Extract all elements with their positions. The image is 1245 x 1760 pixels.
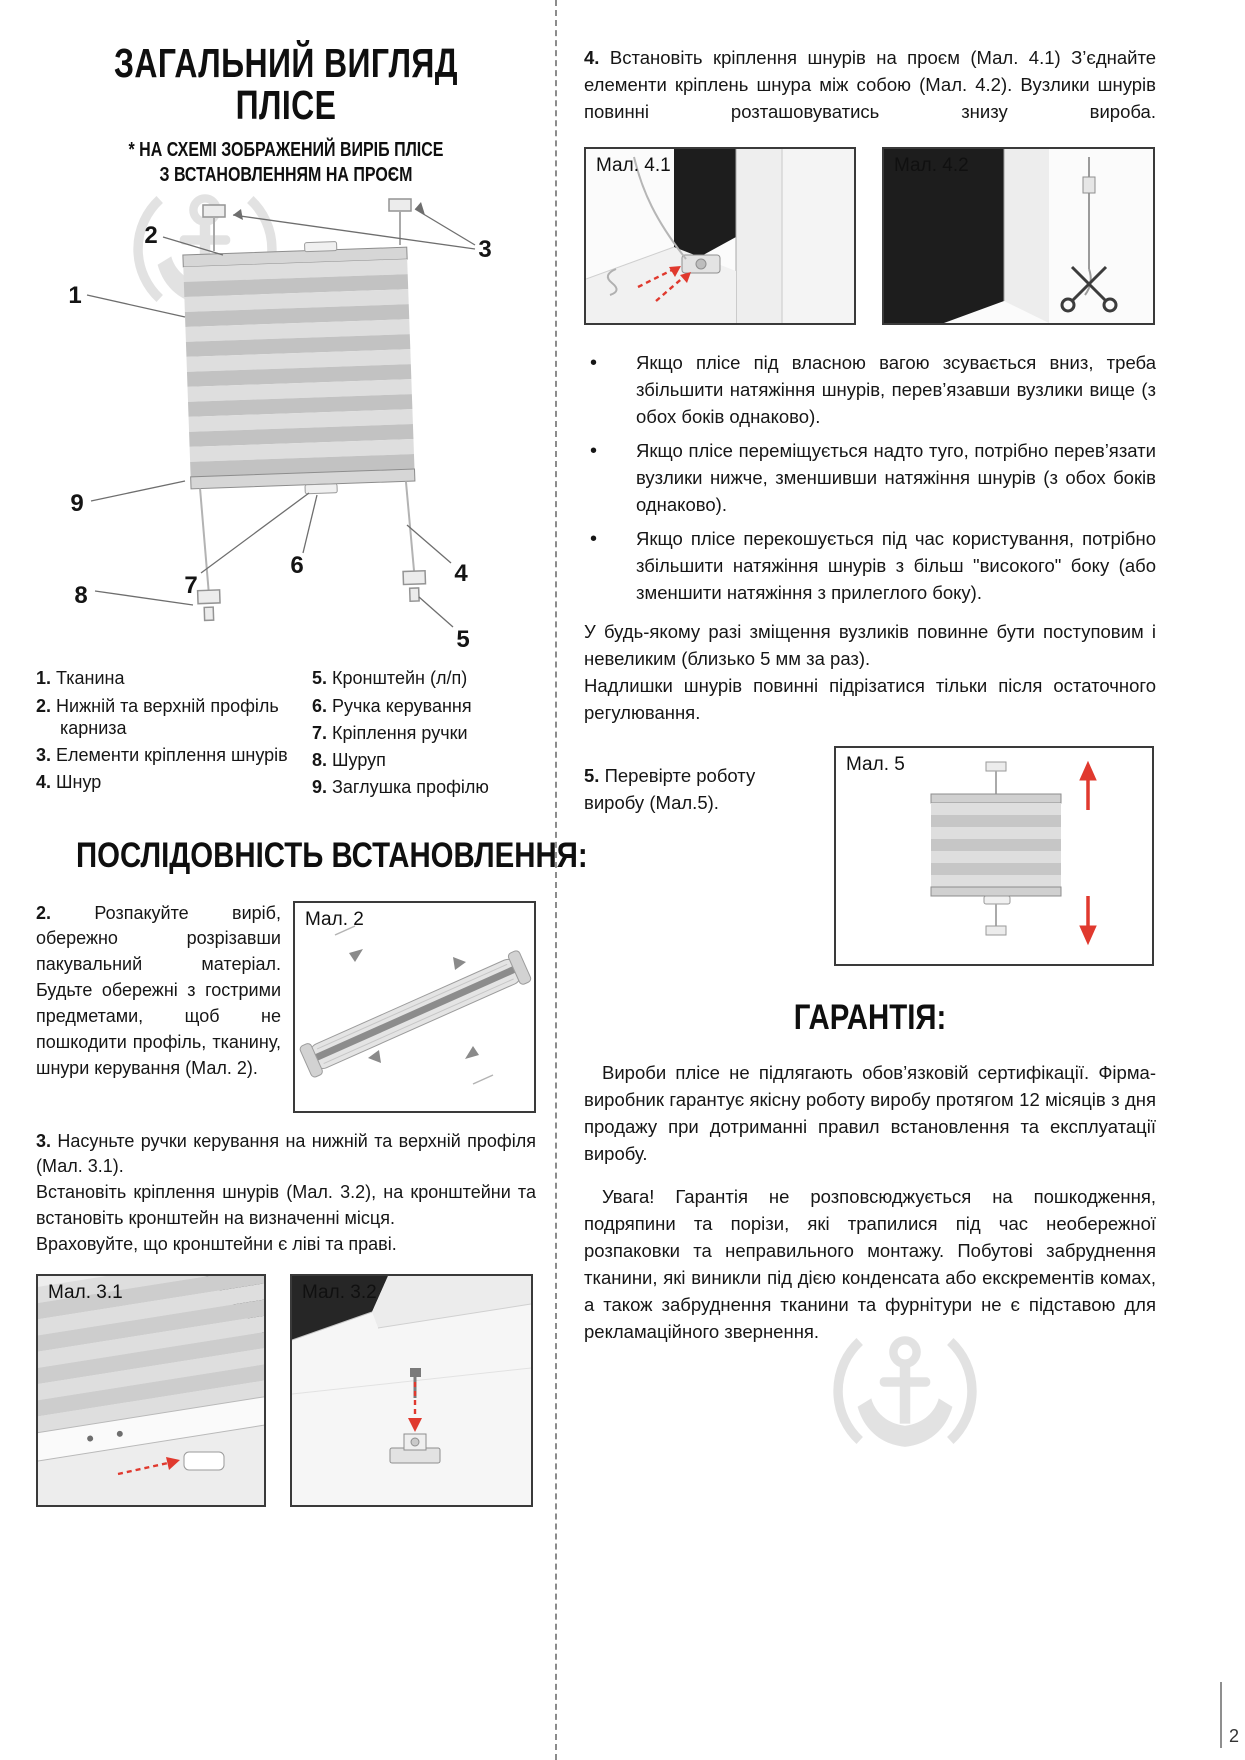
figure-4-1 (584, 147, 856, 325)
bullet-item (584, 437, 1156, 518)
figure-3-2 (290, 1274, 533, 1507)
figure-4-2-label: Мал. 4.2 (894, 155, 969, 176)
warranty-paragraph-1: Вироби плісе не підлягають обов’язковій сертифікації. Фірма-виробник гарантує якісну роботу виробу протягом 12 місяців з дня продажу при дотриманні правил встановлення та експлуатації виробу. (584, 1061, 1156, 1164)
step-2-text: 2. Розпакуйте виріб, обережно розрізавши пакувальний матеріал. Будьте обережні з гострими предметами, щоб не пошкодити профіль, тканину, шнури керування (Мал. 2). (36, 902, 281, 1078)
packed-blind-illustration (295, 903, 534, 1111)
title-note-line-1: * НА СХЕМІ ЗОБРАЖЕНИЙ ВИРІБ ПЛІСЕ (128, 139, 444, 162)
install-sequence-heading: ПОСЛІДОВНІСТЬ ВСТАНОВЛЕННЯ: (76, 835, 588, 875)
bullet-text: Якщо плісе перекошується під час користування, потрібно збільшити натяжіння шнурів з більш "високого" боку (або зменшити натяжіння з прилеглого боку). (636, 528, 1156, 603)
figure-4-2 (882, 147, 1155, 325)
bullet-text: Якщо плісе під власною вагою зсувається вниз, треба збільшити натяжіння шнурів, перев’язавши вузлики вище (з обох боків однаково). (636, 352, 1156, 427)
red-arrow-down-icon (1080, 896, 1096, 944)
page-footer (1220, 1682, 1239, 1748)
callout-1: 1 (68, 282, 82, 310)
bullet-text: Якщо плісе переміщується надто туго, потрібно перев’язати вузлики нижче, зменшивши натяжіння шнурів (з обох боків однаково). (636, 440, 1156, 515)
bullet-item (584, 349, 1156, 430)
callout-5: 5 (456, 626, 470, 654)
callout-9: 9 (70, 490, 84, 518)
note-line-2: Надлишки шнурів повинні підрізатися тільки після остаточного регулювання. (584, 675, 1156, 723)
legend-item: 6. Ручка керування (312, 695, 472, 716)
adjustment-notes (584, 349, 1156, 606)
handle-mount-illustration (38, 1276, 264, 1505)
column-divider (555, 0, 557, 1760)
legend-item: 3. Елементи кріплення шнурів (36, 745, 288, 766)
step-3-line-3: Враховуйте, що кронштейни є ліві та праві. (36, 1234, 397, 1255)
step-4-text: 4. Встановіть кріплення шнурів на проєм (Мал. 4.1) З’єднайте елементи кріплень шнура між собою (Мал. 4.2). Вузлики шнурів повинні розташовуватись знизу вироба. (584, 47, 1157, 122)
legend-item: 8. Шуруп (312, 750, 386, 771)
bullet-marker: • (590, 528, 598, 550)
cord-bracket-icon (682, 255, 720, 273)
figure-4-1-label: Мал. 4.1 (596, 155, 671, 176)
page-number: 2 (1228, 1726, 1239, 1746)
legend-item: 2. Нижній та верхній профіль карниза (36, 695, 279, 738)
callout-8: 8 (74, 582, 88, 610)
legend-item: 9. Заглушка профілю (312, 777, 489, 798)
operation-check-illustration (836, 748, 1152, 964)
step-2-section (36, 901, 536, 1113)
figure-3-1 (36, 1274, 266, 1507)
pleated-blind-illustration (51, 191, 521, 663)
step-3-figures (36, 1274, 536, 1507)
callout-2: 2 (144, 222, 158, 250)
title-line-1: ЗАГАЛЬНИЙ ВИГЛЯД (114, 40, 458, 86)
figure-5-label: Мал. 5 (846, 754, 905, 775)
figure-2 (293, 901, 536, 1113)
bracket-screw-illustration (292, 1276, 531, 1505)
warranty-paragraph-2: Увага! Гарантія не розповсюджується на пошкодження, подряпини та порізи, які трапилися під час необережної розпаковки та неправильного монтажу. Побутові забруднення тканини, які виникли під дією конденсата або екскрементів комах, а також забруднення тканини та фурнітури не є підставою для рекламаційного звернення. (584, 1185, 1156, 1342)
overview-diagram (36, 191, 536, 663)
cord-knot-icon (1083, 177, 1095, 193)
bullet-marker: • (590, 352, 598, 374)
step-5-section (584, 746, 1156, 966)
step-4-figures (584, 147, 1156, 325)
figure-3-1-label: Мал. 3.1 (48, 1282, 123, 1304)
title-note-line-2: З ВСТАНОВЛЕННЯМ НА ПРОЄМ (159, 163, 413, 186)
legend-item: 7. Кріплення ручки (312, 722, 468, 743)
step-3-text (36, 1129, 536, 1259)
legend-column-2 (312, 667, 536, 804)
page-title (91, 40, 481, 129)
legend-item: 5. Кронштейн (л/п) (312, 668, 468, 689)
callout-3: 3 (478, 236, 492, 264)
warranty-heading: ГАРАНТІЯ: (793, 998, 947, 1037)
callout-6: 6 (290, 552, 304, 580)
callout-7: 7 (184, 572, 198, 600)
figure-3-2-label: Мал. 3.2 (302, 1282, 377, 1304)
control-handle-icon (184, 1452, 224, 1470)
step-3-line-2: Встановіть кріплення шнурів (Мал. 3.2), на кронштейни та встановіть кронштейн на визначенні місця. (36, 1182, 536, 1229)
figure-5 (834, 746, 1154, 966)
note-line-1: У будь-якому разі зміщення вузликів повинне бути поступовим і невеликим (близько 5 мм за раз). (584, 621, 1156, 669)
callout-4: 4 (454, 560, 468, 588)
title-note (86, 138, 486, 187)
step-3-line-1: 3. Насуньте ручки керування на нижній та верхній профіля (Мал. 3.1). (36, 1130, 536, 1177)
legend (36, 667, 536, 804)
bottom-bracket-icon (197, 571, 426, 621)
legend-column-1 (36, 667, 298, 804)
step-5-text: 5. Перевірте роботу виробу (Мал.5). (584, 765, 756, 813)
legend-item: 1. Тканина (36, 668, 125, 689)
figure-2-label: Мал. 2 (305, 908, 364, 930)
bullet-marker: • (590, 440, 598, 462)
red-arrow-up-icon (1080, 762, 1096, 810)
knot-shift-note (584, 618, 1156, 726)
bullet-item (584, 525, 1156, 606)
legend-item: 4. Шнур (36, 772, 102, 793)
footer-rule (1220, 1682, 1222, 1748)
title-line-2: ПЛІСЕ (235, 82, 337, 129)
